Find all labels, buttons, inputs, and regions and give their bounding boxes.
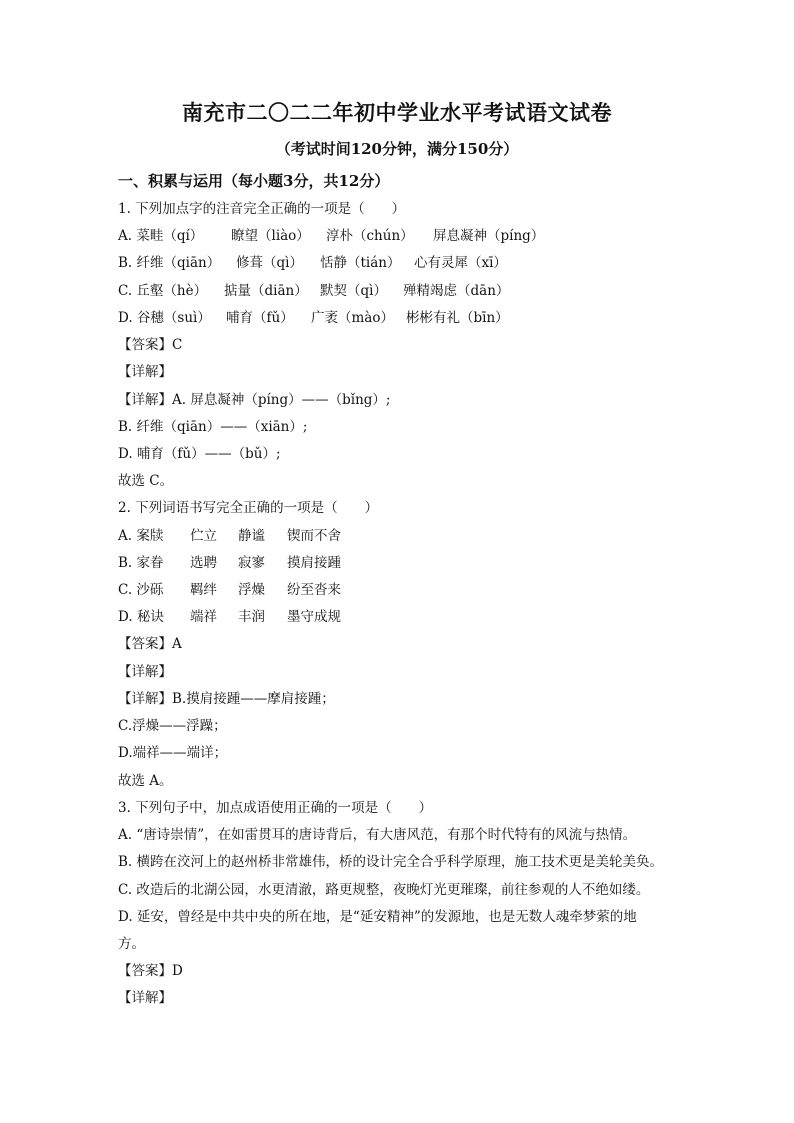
page-title: 南充市二〇二二年初中学业水平考试语文试卷 (182, 100, 612, 125)
option-cell: 淳朴（chún） (326, 228, 414, 244)
option-cell: 修葺（qì） (236, 255, 303, 271)
option-cell: 静谧 (238, 528, 265, 544)
detail-line: 【详解】B.摸肩接踵——摩肩接踵； (118, 691, 335, 707)
detail-line: 【详解】A. 屏息凝神（píng）——（bǐng）; (118, 392, 391, 408)
option-cell: 哺育（fǔ） (226, 310, 294, 326)
question-3-option-b: B. 横跨在洨河上的赵州桥非常雄伟，桥的设计完全合乎科学原理，施工技术更是美轮美奂。 (118, 854, 664, 870)
option-cell: 瞭望（liào） (231, 228, 310, 244)
option-cell: 锲而不舍 (287, 528, 341, 544)
section-heading: 一、积累与运用（每小题3分，共12分） (118, 172, 390, 190)
detail-line: C.浮燥——浮躁； (118, 718, 227, 734)
detail-heading: 【详解】 (118, 364, 172, 380)
option-cell: B. 家眷 (118, 555, 164, 571)
option-cell: 选聘 (190, 555, 217, 571)
option-cell: A. 案牍 (118, 528, 164, 544)
option-cell: 浮燥 (238, 582, 265, 598)
question-2-option-a (118, 526, 341, 546)
option-cell: 殚精竭虑（dān） (403, 283, 510, 299)
option-cell: 伫立 (190, 528, 217, 544)
page-subtitle: （考试时间120分钟，满分150分） (275, 140, 519, 158)
option-cell: C. 沙砾 (118, 582, 164, 598)
question-3-option-c: C. 改造后的北湖公园，水更清澈，路更规整，夜晚灯光更璀璨，前往参观的人不绝如缕。 (118, 882, 650, 898)
question-2-option-c (118, 580, 341, 600)
detail-line: D. 哺育（fǔ）——（bǔ）; (118, 446, 281, 462)
question-1-option-b (118, 253, 507, 273)
question-3-option-d: D. 延安，曾经是中共中央的所在地，是“延安精神”的发源地，也是无数人魂牵梦萦的地 (118, 909, 637, 925)
detail-heading: 【详解】 (118, 990, 172, 1006)
question-1-option-a (118, 226, 544, 246)
option-cell: 默契（qì） (320, 283, 387, 299)
question-2-stem: 2. 下列词语书写完全正确的一项是（ ） (118, 500, 379, 516)
option-cell: 恬静（tián） (320, 255, 401, 271)
answer-label: 【答案】A (118, 636, 182, 652)
option-cell: B. 纤维（qiān） (118, 255, 221, 271)
detail-heading: 【详解】 (118, 664, 172, 680)
option-cell: 墨守成规 (287, 609, 341, 625)
question-1-option-c (118, 281, 509, 301)
option-cell: D. 谷穗（suì） (118, 310, 211, 326)
question-3-option-a: A. “唐诗崇情”，在如雷贯耳的唐诗背后，有大唐风范，有那个时代特有的风流与热情。 (118, 827, 637, 843)
option-cell: 丰润 (238, 609, 265, 625)
question-3-stem: 3. 下列句子中，加点成语使用正确的一项是（ ） (118, 800, 433, 816)
option-cell: A. 菜畦（qí） (118, 228, 204, 244)
question-1-stem: 1. 下列加点字的注音完全正确的一项是（ ） (118, 201, 406, 217)
option-cell: 端祥 (190, 609, 217, 625)
option-cell: 掂量（diān） (224, 283, 308, 299)
question-2-option-d (118, 607, 341, 627)
option-cell: 羁绊 (190, 582, 217, 598)
detail-line: B. 纤维（qiān）——（xiān）; (118, 419, 308, 435)
option-cell: 寂寥 (238, 555, 265, 571)
detail-line: 故选 A。 (118, 773, 173, 789)
option-cell: 屏息凝神（píng） (433, 228, 545, 244)
question-1-option-d (118, 308, 509, 328)
option-cell: D. 秘诀 (118, 609, 164, 625)
question-3-option-d-cont: 方。 (118, 936, 145, 952)
detail-line: D.端祥——端详； (118, 745, 228, 761)
option-cell: 纷至沓来 (287, 582, 341, 598)
option-cell: 心有灵犀（xī） (414, 255, 507, 271)
answer-label: 【答案】D (118, 963, 183, 979)
option-cell: 摸肩接踵 (287, 555, 341, 571)
answer-label: 【答案】C (118, 337, 183, 353)
option-cell: C. 丘壑（hè） (118, 283, 208, 299)
question-2-option-b (118, 553, 341, 573)
detail-line: 故选 C。 (118, 473, 174, 489)
option-cell: 彬彬有礼（bīn） (406, 310, 509, 326)
option-cell: 广袤（mào） (311, 310, 394, 326)
